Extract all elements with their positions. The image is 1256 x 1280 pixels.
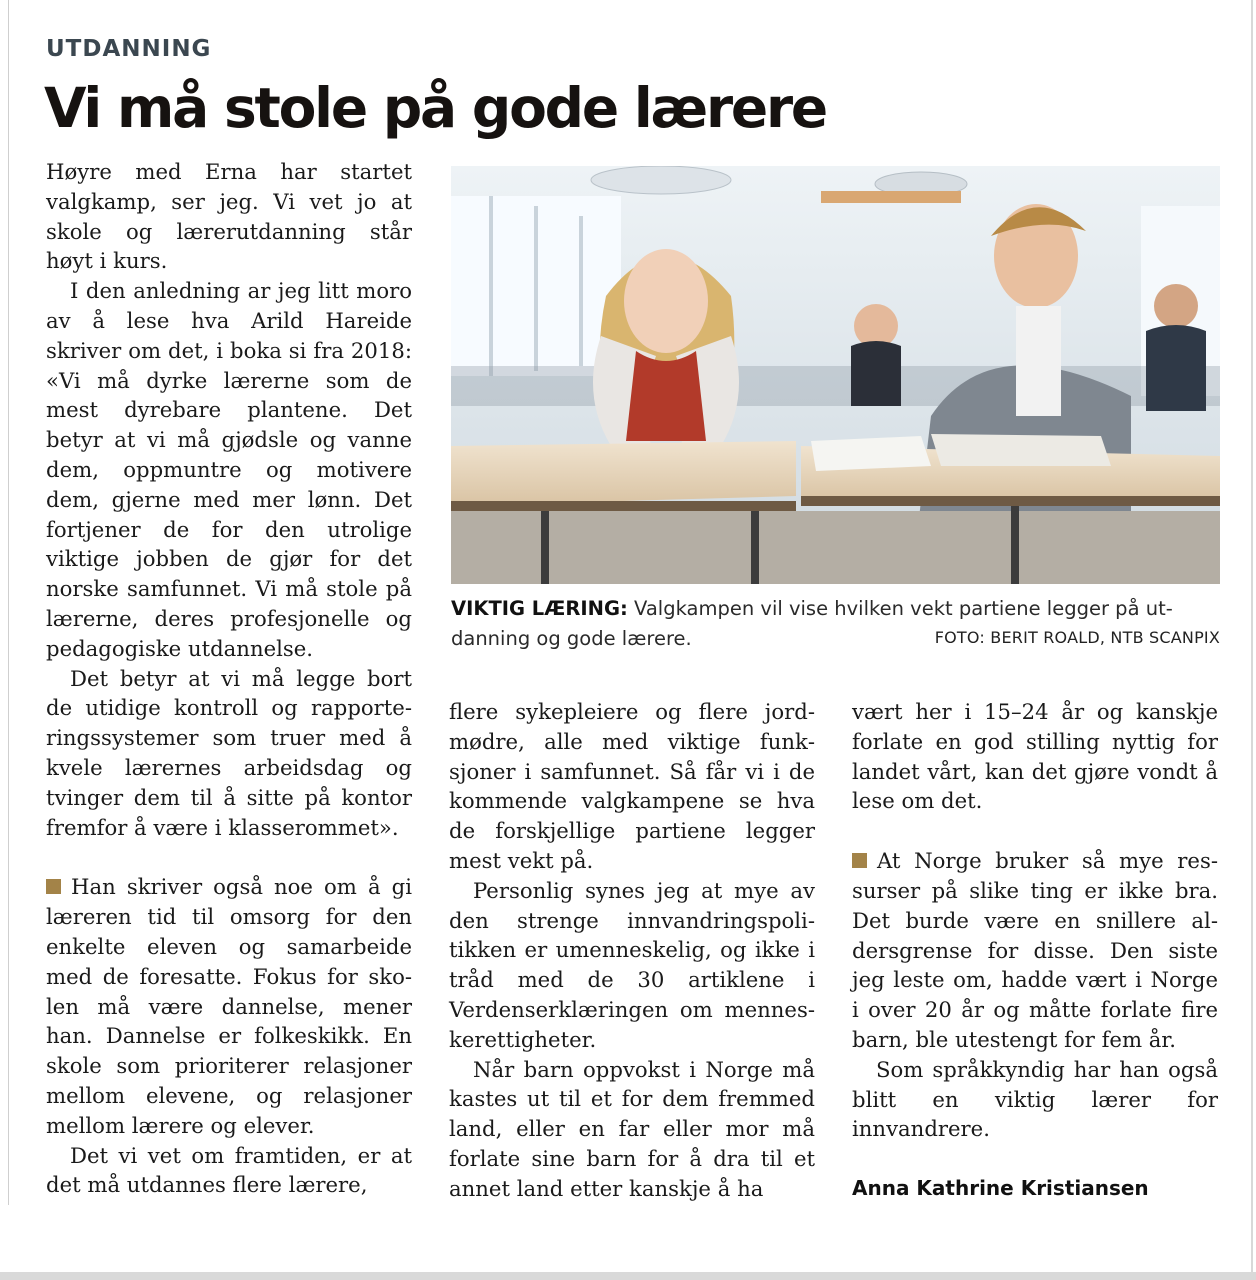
paragraph: I den anledning ar jeg litt moro av å lese hva Arild Hareide skriver om det, i boka si fra 2018: «Vi må dyrke lærerne som de mest dyrebare plantene. Det betyr at vi må gjødsle og vanne dem, oppmuntre og motivere dem, gjerne med mer lønn. Det fortjener de for den utrolige viktige jobben de gjør for det norske samfunnet. Vi må stole på lærerne, deres profesjonelle og pedagogiske utdannelse. xyxy=(46,278,412,661)
paragraph: Som språkkyndig har han også blitt en viktig lærer for innvandrere. xyxy=(852,1056,1218,1142)
caption-lead: VIKTIG LÆRING: xyxy=(451,597,628,620)
page-right-rule xyxy=(1251,0,1253,1275)
paragraph: Det vi vet om framtiden, er at det må utdannes flere lærere, xyxy=(46,1142,412,1198)
paragraph: Personlig synes jeg at mye av den strenge innvandringspolitikken er umenneskelig, og ikke i tråd med de 30 artiklene i Verdenserklæringen om menneskerettigheter. xyxy=(449,877,815,1052)
page-left-rule xyxy=(8,0,9,1205)
section-square-marker xyxy=(46,879,61,894)
paragraph-with-marker xyxy=(46,872,412,1140)
paragraph: vært her i 15–24 år og kanskje forlate en god stilling nyttig for landet vårt, kan det gjøre vondt å lese om det. xyxy=(852,699,1218,814)
paragraph: Det betyr at vi må legge bort de utidige kontroll og rapporteringssystemer som truer med å kvele lærernes arbeidsdag og tvinger dem til å sitte på kontor fremfor å være i klasserommet». xyxy=(46,665,412,840)
article-headline: Vi må stole på gode lærere xyxy=(44,76,827,140)
section-kicker: UTDANNING xyxy=(46,36,212,62)
classroom-photo-illustration xyxy=(451,166,1220,584)
paragraph-text: Han skriver også noe om å gi læreren tid til omsorg for den enkelte eleven og samarbeide med de foresatte. Fokus for skolen må være dannelse, mener han. Dannelse er folkeskikk. En skole som prioriterer relasjoner mellom elevene, og relasjoner mellom lærere og elever. xyxy=(46,874,412,1138)
paragraph-text: At Norge bruker så mye ressurser på slike ting er ikke bra. Det burde være en snillere aldersgrense for disse. Den siste jeg leste om, hadde vært i Norge i over 20 år og måtte forlate fire barn, ble utestengt for fem år. xyxy=(852,848,1218,1052)
paragraph-with-marker xyxy=(852,846,1218,1055)
article-photo xyxy=(451,166,1220,584)
article-column-3 xyxy=(852,697,1218,1144)
article-column-1 xyxy=(46,157,412,1200)
page-bottom-edge xyxy=(0,1272,1256,1280)
section-square-marker xyxy=(852,853,867,868)
article-column-2 xyxy=(449,697,815,1204)
caption-text: Valgkampen vil vise hvilken vekt partiene legger på ut-danning og gode lærere. xyxy=(451,597,1173,650)
paragraph: Høyre med Erna har startet valgkamp, ser jeg. Vi vet jo at skole og lærerutdanning står høyt i kurs. xyxy=(46,159,412,274)
paragraph: flere sykepleiere og flere jordmødre, alle med viktige funksjoner i samfunnet. Så får vi i de kommende valgkampene se hva de forskjellige partiene legger mest vekt på. xyxy=(449,699,815,873)
author-byline: Anna Kathrine Kristiansen xyxy=(852,1176,1149,1200)
photo-credit: FOTO: BERIT ROALD, NTB SCANPIX xyxy=(934,628,1220,647)
paragraph: Når barn oppvokst i Norge må kastes ut til et for dem fremmed land, eller en far eller mor må forlate sine barn for å dra til et annet land etter kanskje å ha xyxy=(449,1056,815,1201)
